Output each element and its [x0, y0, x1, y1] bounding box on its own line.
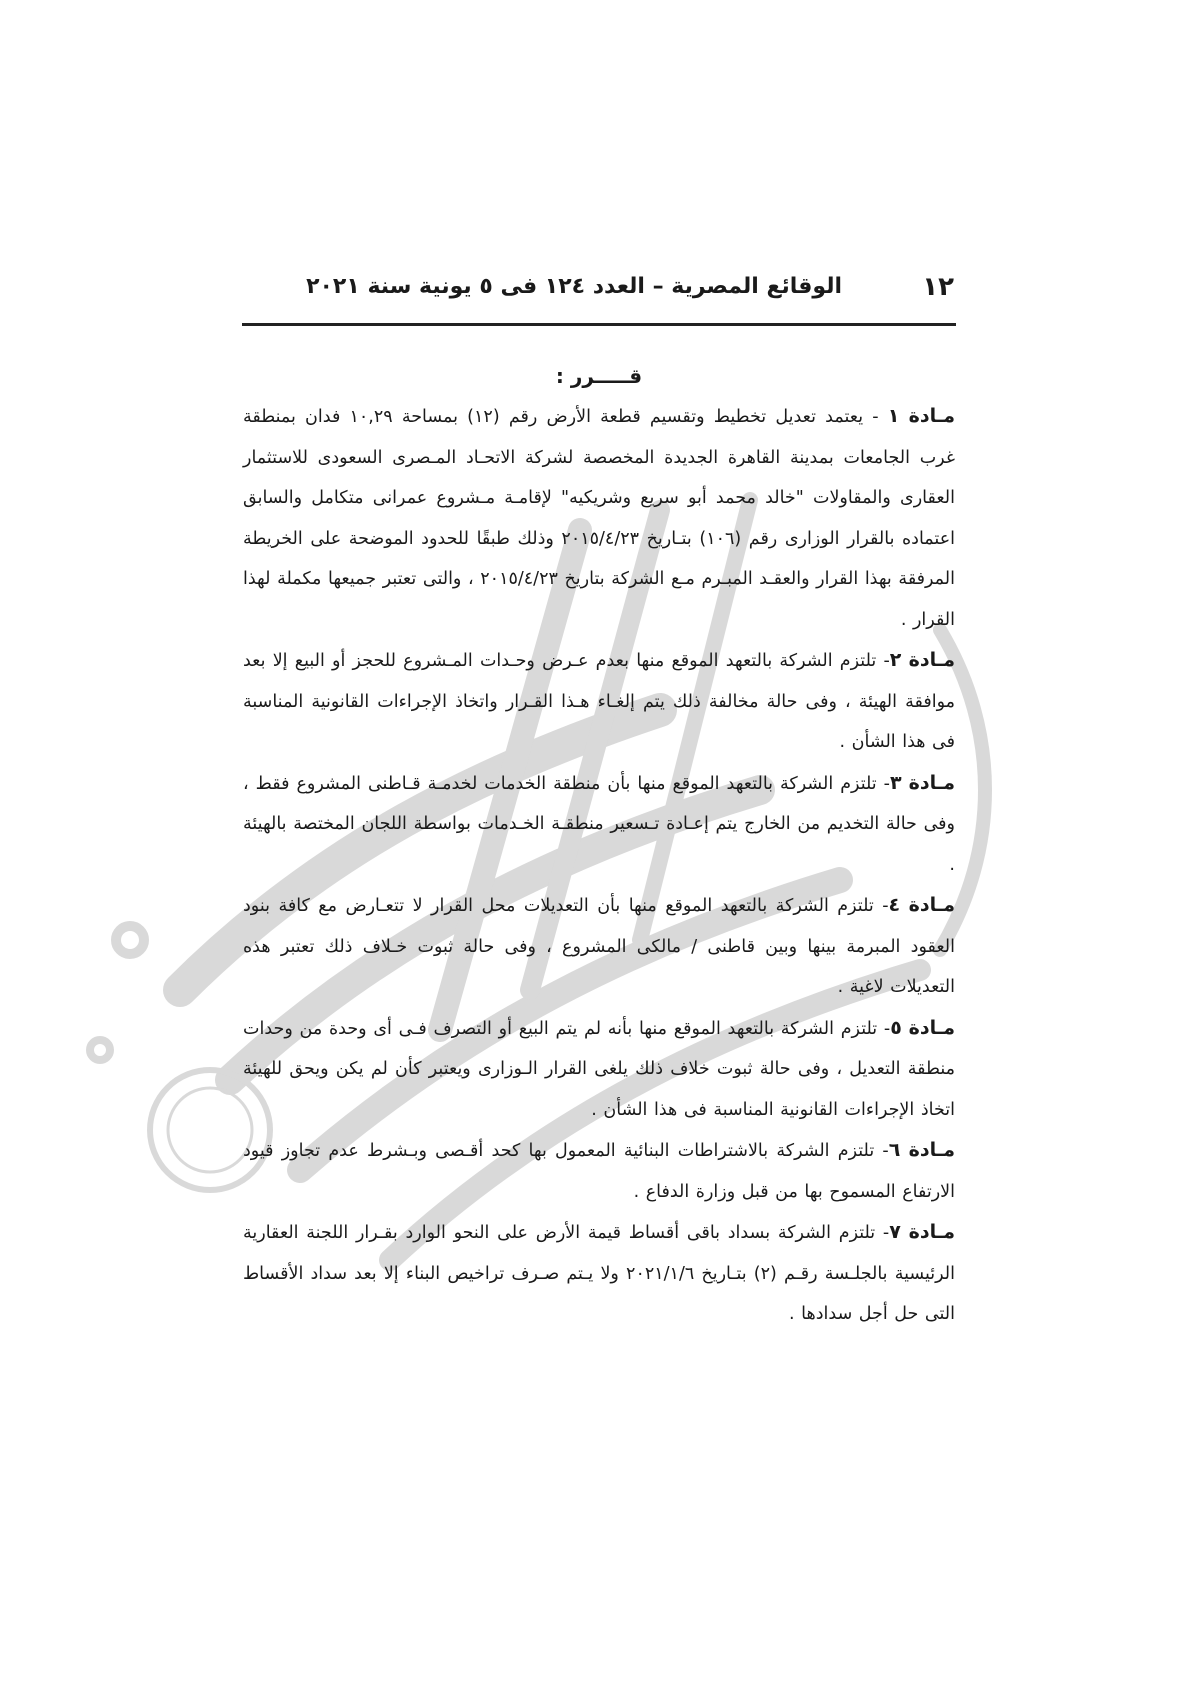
decree-body [243, 356, 955, 1335]
page-header [238, 272, 954, 312]
article-text: - تلتزم الشركة بالتعهد الموقع منها بأن التعديلات محل القرار لا تتعـارض مع كافة بنود العقود المبرمة بينها وبين قاطنى / مالكى المشروع ، وفى حالة ثبوت خـلاف ذلك تعتبر هذه التعديلات لاغية . [243, 896, 955, 997]
article-3 [243, 763, 955, 886]
article-label: مـادة ٥ [890, 1016, 955, 1039]
article-7 [243, 1212, 955, 1335]
article-text: - يعتمد تعديل تخطيط وتقسيم قطعة الأرض رقم (١٢) بمساحة ١٠,٢٩ فدان بمنطقة غرب الجامعات بمدينة القاهرة الجديدة المخصصة لشركة الاتحـاد المـصرى السعودى للاستثمار العقارى والمقاولات "خالد محمد أبو سريع وشريكيه" لإقامـة مـشروع عمرانى متكامل والسابق اعتماده بالقرار الوزارى رقم (١٠٦) بتـاريخ ٢٠١٥/٤/٢٣ وذلك طبقًا للحدود الموضحة على الخريطة المرفقة بهذا القرار والعقـد المبـرم مـع الشركة بتاريخ ٢٠١٥/٤/٢٣ ، والتى تعتبر جميعها مكملة لهذا القرار . [243, 407, 955, 630]
article-text: - تلتزم الشركة بالتعهد الموقع منها بأن منطقة الخدمات لخدمـة قـاطنى المشروع فقط ، وفى حالة التخديم من الخارج يتم إعـادة تـسعير منطقـة الخـدمات بواسطة اللجان المختصة بالهيئة . [243, 773, 955, 875]
article-text: - تلتزم الشركة بالاشتراطات البنائية المعمول بها كحد أقـصى وبـشرط عدم تجاوز قيود الارتفاع المسموح بها من قبل وزارة الدفاع . [243, 1141, 955, 1202]
article-5 [243, 1008, 955, 1131]
article-text: - تلتزم الشركة بسداد باقى أقساط قيمة الأرض على النحو الوارد بقـرار اللجنة العقارية الرئيسية بالجلـسة رقـم (٢) بتـاريخ ٢٠٢١/١/٦ ولا يـتم صـرف تراخيص البناء إلا بعد سداد الأقساط التى حل أجل سدادها . [243, 1223, 955, 1324]
article-label: مـادة ٧ [889, 1221, 955, 1243]
article-text: - تلتزم الشركة بالتعهد الموقع منها بعدم عـرض وحـدات المـشروع للحجز أو البيع إلا بعد موافقة الهيئة ، وفى حالة مخالفة ذلك يتم إلغـاء هـذا القـرار واتخاذ الإجراءات القانونية المناسبة فى هذا الشأن . [243, 651, 955, 752]
article-4 [243, 885, 955, 1008]
article-label: مـادة ١ [887, 405, 955, 427]
page-number: ١٢ [922, 272, 954, 302]
article-2 [243, 640, 955, 763]
article-label: مـادة ٦ [888, 1139, 955, 1161]
gazette-header-title: الوقائع المصرية – العدد ١٢٤ فى ٥ يونية سنة ٢٠٢١ [306, 274, 842, 299]
article-label: مـادة ٤ [888, 894, 955, 916]
article-1 [243, 396, 955, 640]
decision-heading: قـــــرر : [555, 364, 643, 388]
article-label: مـادة ٢ [889, 649, 955, 671]
article-text: - تلتزم الشركة بالتعهد الموقع منها بأنه لم يتم البيع أو التصرف فـى أى وحدة من وحدات منطقة التعديل ، وفى حالة ثبوت خلاف ذلك يلغى القرار الـوزارى ويعتبر كأن لم يكن ويحق للهيئة اتخاذ الإجراءات القانونية المناسبة فى هذا الشأن . [243, 1018, 955, 1120]
article-6 [243, 1130, 955, 1212]
article-label: مـادة ٣ [889, 771, 955, 794]
header-divider [242, 323, 956, 326]
